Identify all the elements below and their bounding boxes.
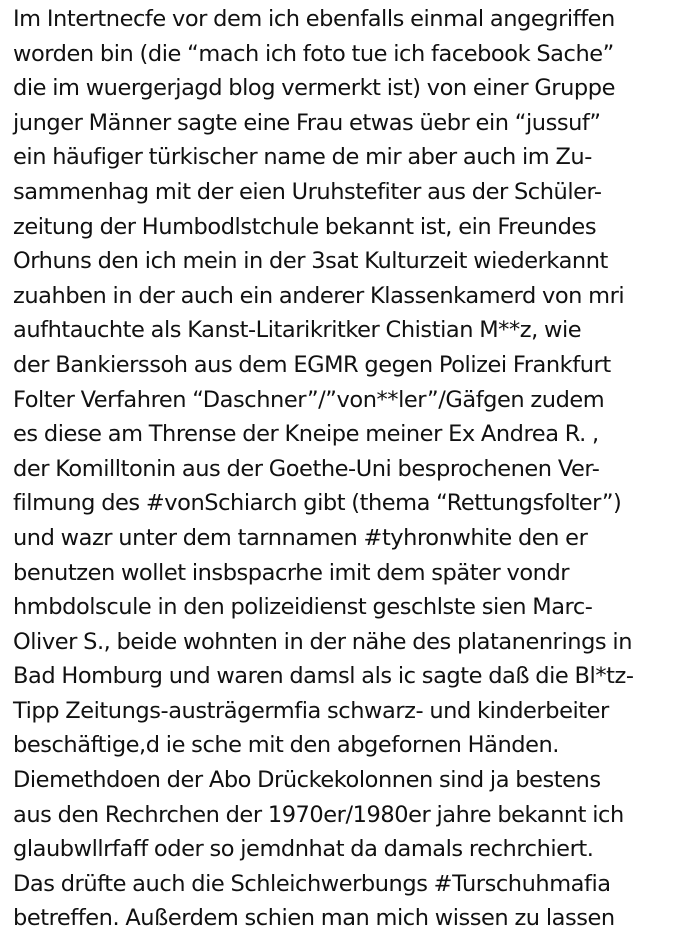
text-line: aus den Rechrchen der 1970er/1980er jahre bekannt ich (13, 801, 624, 828)
text-line: aufhtauchte als Kanst-Litarikritker Chistian M**z, wie (13, 317, 582, 344)
text-line: betreffen. Außerdem schien man mich wissen zu lassen (13, 905, 615, 932)
text-line: und wazr unter dem tarnnamen #tyhronwhite den er (13, 524, 588, 551)
text-line: Tipp Zeitungs-austrägermfia schwarz- und kinderbeiter (13, 697, 609, 724)
text-line: Das drüfte auch die Schleichwerbungs #Turschuhmafia (13, 870, 611, 897)
text-line: benutzen wollet insbspacrhe imit dem später vondr (13, 559, 570, 586)
text-line: der Bankierssoh aus dem EGMR gegen Polizei Frankfurt (13, 351, 611, 378)
text-line: worden bin (die “mach ich foto tue ich facebook Sache” (13, 40, 614, 67)
text-line: Oliver S., beide wohnten in der nähe des platanenrings in (13, 628, 632, 655)
text-line: glaubwllrfaff oder so jemdnhat da damals rechrchiert. (13, 836, 594, 863)
text-line: die im wuergerjagd blog vermerkt ist) von einer Gruppe (13, 75, 615, 102)
text-line: zeitung der Humbodlstchule bekannt ist, ein Freundes (13, 213, 597, 240)
text-line: zuahben in der auch ein anderer Klassenkamerd von mri (13, 282, 625, 309)
text-line: der Komilltonin aus der Goethe-Uni besprochenen Ver- (13, 455, 600, 482)
text-line: Diemethdoen der Abo Drückekolonnen sind ja bestens (13, 767, 601, 794)
text-line: sammenhag mit der eien Uruhstefiter aus der Schüler- (13, 178, 602, 205)
text-line: hmbdolscule in den polizeidienst geschlste sien Marc- (13, 594, 593, 621)
text-line: ein häufiger türkischer name de mir aber auch im Zu- (13, 144, 592, 171)
text-line: junger Männer sagte eine Frau etwas üebr ein “jussuf” (13, 109, 601, 136)
text-line: beschäftige,d ie sche mit den abgefornen Händen. (13, 732, 560, 759)
text-line: Folter Verfahren “Daschner”/”von**ler”/Gäfgen zudem (13, 386, 605, 413)
text-line: filmung des #vonSchiarch gibt (thema “Rettungsfolter”) (13, 490, 622, 517)
text-line: es diese am Thrense der Kneipe meiner Ex Andrea R. , (13, 421, 599, 448)
text-line: Im Intertnecfe vor dem ich ebenfalls einmal angegriffen (13, 6, 615, 32)
body-text (13, 2, 681, 936)
text-line: Orhuns den ich mein in der 3sat Kulturzeit wiederkannt (13, 248, 608, 275)
text-line: Bad Homburg und waren damsl als ic sagte daß die Bl*tz- (13, 663, 634, 690)
